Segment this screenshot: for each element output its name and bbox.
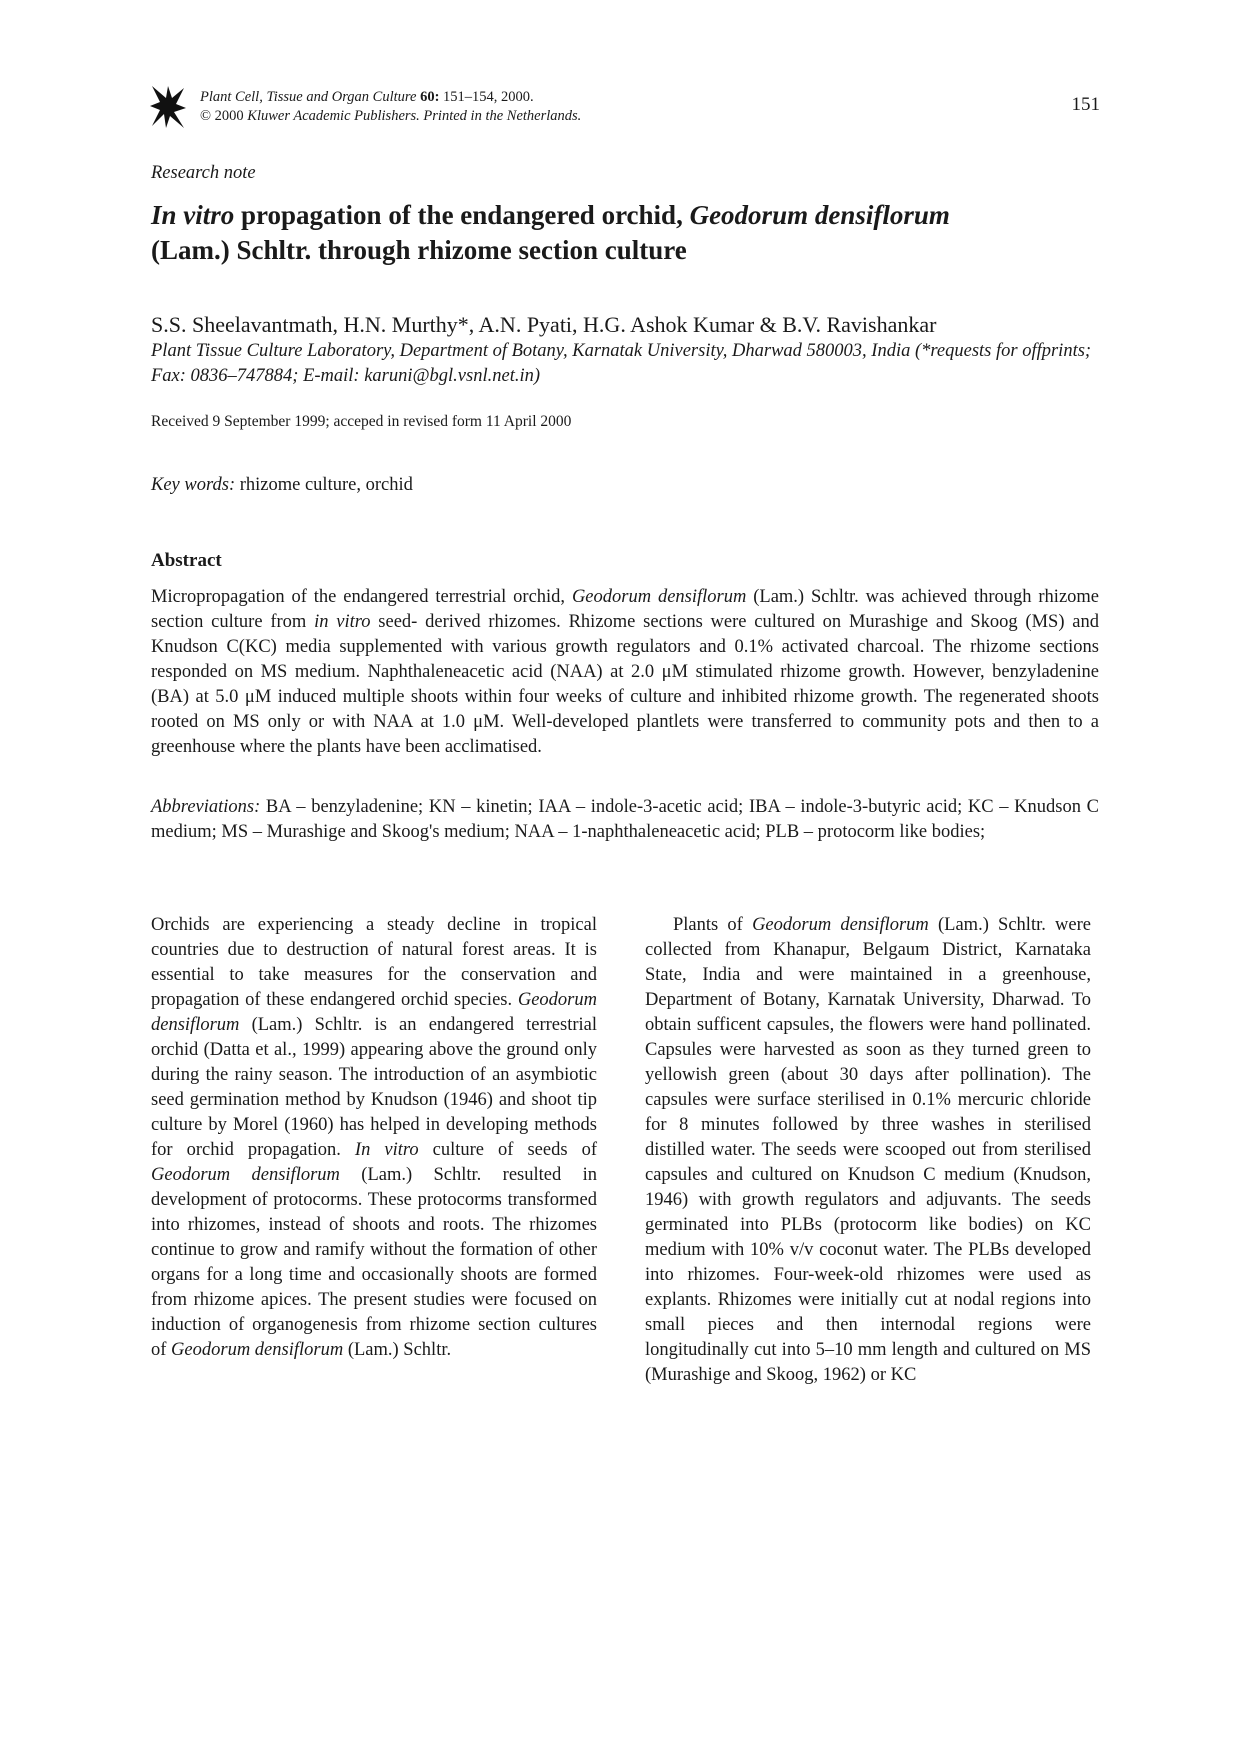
abstract-body <box>151 585 1099 760</box>
body-column-left <box>151 913 597 1363</box>
received-date: Received 9 September 1999; acceped in revised form 11 April 2000 <box>151 413 572 430</box>
col1-text-i: (Lam.) Schltr. <box>343 1340 452 1360</box>
abbreviations-label: Abbreviations: <box>151 797 261 817</box>
section-label: Research note <box>151 163 256 183</box>
abstract-text-2: (Lam.) Schltr. was achieved through rhizome section culture from <box>151 587 1100 632</box>
col1-text-g: (Lam.) Schltr. resulted in development of protocorms. These protocorms transformed into rhizomes, instead of shoots and roots. The rhizomes continue to grow and ramify without the formation of other organs for a long time and occasionally shoots are formed from rhizome apices. The present studies were focused on induction of organogenesis from rhizome section cultures of <box>151 1165 597 1360</box>
title-part-4: (Lam.) Schltr. through rhizome section culture <box>151 235 687 265</box>
journal-line-1 <box>200 88 581 107</box>
abstract-text-1: Micropropagation of the endangered terrestrial orchid, <box>151 587 572 607</box>
col1-text-c: (Lam.) Schltr. is an endangered terrestrial orchid (Datta et al., 1999) appearing above the ground only during the rainy season. The introduction of an asymbiotic seed germination method by Knudson (1946) and shoot tip culture by Morel (1960) has helped in developing methods for orchid propagation. <box>151 1015 597 1160</box>
abstract-text-3: seed- derived rhizomes. Rhizome sections were cultured on Murashige and Skoog (MS) and Knudson C(KC) media supplemented with various growth regulators and 0.1% activated charcoal. The rhizome sections responded on MS medium. Naphthaleneacetic acid (NAA) at 2.0 μM stimulated rhizome growth. However, benzyladenine (BA) at 5.0 μM induced multiple shoots within four weeks of culture and inhibited rhizome growth. The regenerated shoots rooted on MS only or with NAA at 1.0 μM. Well-developed plantlets were transferred to community pots and then to a greenhouse where the plants have been acclimatised. <box>151 612 1099 757</box>
journal-volume: 60: <box>420 89 440 105</box>
journal-header <box>200 88 581 126</box>
journal-name: Plant Cell, Tissue and Organ Culture <box>200 89 417 105</box>
title-part-1: In vitro <box>151 200 235 230</box>
keywords <box>151 475 413 496</box>
journal-line-2 <box>200 107 581 126</box>
publisher-logo <box>150 84 186 130</box>
paper-title <box>151 198 1111 268</box>
printed-note: Printed in the Netherlands. <box>423 108 582 124</box>
abstract-species: Geodorum densiflorum <box>571 587 747 607</box>
publisher-name: Kluwer Academic Publishers. <box>247 108 420 124</box>
body-column-right <box>645 913 1091 1388</box>
keywords-label: Key words: <box>151 475 236 495</box>
copyright-prefix: © 2000 <box>200 108 244 124</box>
col1-text-a: Orchids are experiencing a steady decline in tropical countries due to destruction of natural forest areas. It is essential to take measures for the conservation and propagation of these endangered orchid species. <box>151 915 597 1010</box>
abstract-invitro: in vitro <box>314 612 371 632</box>
col1-species-1: Geodorum densiflorum <box>151 990 597 1035</box>
author-list: S.S. Sheelavantmath, H.N. Murthy*, A.N. Pyati, H.G. Ashok Kumar & B.V. Ravishankar <box>151 312 937 337</box>
col1-species-3: Geodorum densiflorum <box>171 1340 344 1360</box>
abstract-heading: Abstract <box>151 550 222 571</box>
abbreviations <box>151 795 1099 845</box>
col2-species: Geodorum densiflorum <box>752 915 929 935</box>
keywords-text: rhizome culture, orchid <box>235 475 413 495</box>
affiliation: Plant Tissue Culture Laboratory, Department of Botany, Karnatak University, Dharwad 580003, India (*requests for offprints; Fax: 0836–747884; E-mail: karuni@bgl.vsnl.net.in) <box>151 341 1092 386</box>
page-number: 151 <box>1071 94 1100 115</box>
col1-text-e: culture of seeds of <box>418 1140 597 1160</box>
title-part-2: propagation of the endangered orchid, <box>234 200 690 230</box>
col1-invitro: In vitro <box>354 1140 419 1160</box>
journal-pages: 151–154, 2000. <box>443 89 534 105</box>
col1-species-2: Geodorum densiflorum <box>151 1165 340 1185</box>
title-part-3: Geodorum densiflorum <box>689 200 950 230</box>
col2-text-c: (Lam.) Schltr. were collected from Khanapur, Belgaum District, Karnataka State, India and were maintained in a greenhouse, Department of Botany, Karnatak University, Dharwad. To obtain sufficent capsules, the flowers were hand pollinated. Capsules were harvested as soon as they turned green to yellowish green (about 30 days after pollination). The capsules were surface sterilised in 0.1% mercuric chloride for 8 minutes followed by three washes in sterilised distilled water. The seeds were scooped out from sterilised capsules and cultured on Knudson C medium (Knudson, 1946) with growth regulators and adjuvants. The seeds germinated into PLBs (protocorm like bodies) on KC medium with 10% v/v coconut water. The PLBs developed into rhizomes. Four-week-old rhizomes were used as explants. Rhizomes were initially cut at nodal regions into small pieces and then internodal regions were longitudinally cut into 5–10 mm length and cultured on MS (Murashige and Skoog, 1962) or KC <box>645 915 1091 1385</box>
abbreviations-text: BA – benzyladenine; KN – kinetin; IAA – indole-3-acetic acid; IBA – indole-3-butyric acid; KC – Knudson C medium; MS – Murashige and Skoog's medium; NAA – 1-naphthaleneacetic acid; PLB – protocorm like bodies; <box>151 797 1099 842</box>
col2-text-a: Plants of <box>673 915 753 935</box>
